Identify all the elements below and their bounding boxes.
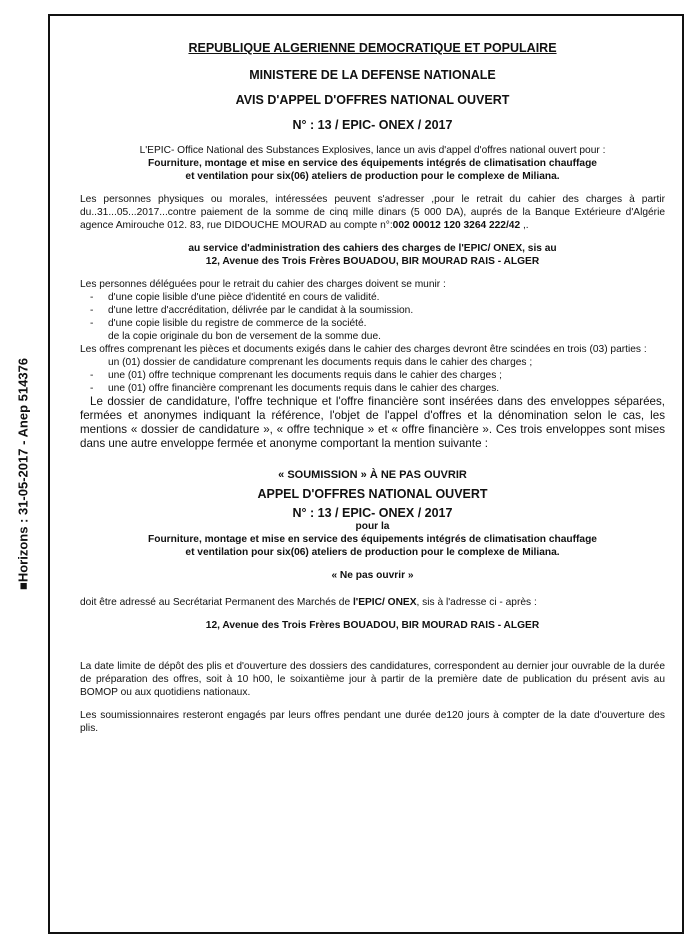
soumission-mention: « SOUMISSION » À NE PAS OUVRIR	[278, 469, 467, 481]
service-line-2: 12, Avenue des Trois Frères BOUADOU, BIR MOURAD RAIS - ALGER	[205, 256, 540, 267]
delegates-list	[80, 291, 665, 343]
delegates-intro: Les personnes déléguées pour le retrait du cahier des charges doivent se munir :	[80, 279, 446, 290]
list-item: - d'une lettre d'accréditation, délivrée par le candidat à la soumission.	[108, 304, 665, 317]
engagement-paragraph: Les soumissionnaires resteront engagés par leurs offres pendant une durée de120 jours à compter de la date d'ouverture des plis.	[80, 710, 665, 734]
publication-sidebar	[8, 14, 38, 934]
mention-subject-2: et ventilation pour six(06) ateliers de production pour le complexe de Miliana.	[185, 547, 560, 558]
document-body	[80, 42, 665, 735]
intro-subject-2: et ventilation pour six(06) ateliers de production pour le complexe de Miliana.	[185, 171, 560, 182]
ministry-title: MINISTERE DE LA DEFENSE NATIONALE	[249, 68, 496, 82]
intro-subject-1: Fourniture, montage et mise en service des équipements intégrés de climatisation chauffage	[148, 158, 597, 169]
publication-reference: ■Horizons : 31-05-2017 - Anep 514376	[15, 357, 31, 591]
notice-number: N° : 13 / EPIC- ONEX / 2017	[292, 118, 453, 132]
list-item: - une (01) offre financière comprenant les documents requis dans le cahier des charges.	[108, 382, 665, 395]
address-line-start: doit être adressé au Secrétariat Permanent des Marchés de	[80, 597, 353, 608]
ne-pas-ouvrir: « Ne pas ouvrir »	[331, 570, 414, 581]
service-line-1: au service d'administration des cahiers des charges de l'EPIC/ ONEX, sis au	[188, 243, 557, 254]
address-line-org: l'EPIC/ ONEX	[352, 597, 417, 608]
address-line-end: , sis à l'adresse ci - après :	[416, 597, 537, 608]
republic-title: REPUBLIQUE ALGERIENNE DEMOCRATIQUE ET POPULAIRE	[188, 41, 557, 55]
address-street: 12, Avenue des Trois Frères BOUADOU, BIR MOURAD RAIS - ALGER	[205, 620, 540, 631]
mention-number: N° : 13 / EPIC- ONEX / 2017	[292, 506, 453, 520]
mention-subject-1: Fourniture, montage et mise en service des équipements intégrés de climatisation chauffage	[148, 534, 597, 545]
list-item: de la copie originale du bon de versement de la somme due.	[108, 331, 381, 342]
deadline-paragraph: La date limite de dépôt des plis et d'ouverture des dossiers des candidatures, correspondent au dernier jour ouvrable de la durée de préparation des offres, soit à 10 h00, le soixantième jour à partir de la première date de publication du présent avis au BOMOP ou aux quotidiens nationaux.	[80, 661, 665, 698]
offers-intro: Les offres comprenant les pièces et documents exigés dans le cahier des charges devront être scindées en trois (03) parties :	[80, 344, 647, 355]
notice-title: AVIS D'APPEL D'OFFRES NATIONAL OUVERT	[235, 93, 510, 107]
mention-pour: pour la	[355, 521, 390, 532]
list-item: - d'une copie lisible d'une pièce d'identité en cours de validité.	[108, 291, 665, 304]
list-item: - d'une copie lisible du registre de commerce de la société.	[108, 317, 665, 330]
retrait-text: Les personnes physiques ou morales, intéressées peuvent s'adresser ,pour le retrait du cahier des charges à partir du..31...05...2017...contre paiement de la somme de cinq mille dinars (5 000 DA), auprés de la Banque Extérieure d'Algérie agence Amirouche 012. 83, rue DIDOUCHE MOURAD au compte n°:	[80, 194, 665, 231]
retrait-end: ,.	[520, 220, 529, 231]
list-item: - une (01) offre technique comprenant les documents requis dans le cahier des charges ;	[108, 369, 665, 382]
list-item: un (01) dossier de candidature comprenant les documents requis dans le cahier des charges ;	[108, 357, 533, 368]
offers-list	[80, 356, 665, 395]
bank-account: 002 00012 120 3264 222/42	[392, 220, 521, 231]
mention-title: APPEL D'OFFRES NATIONAL OUVERT	[257, 487, 488, 501]
retrait-paragraph	[80, 193, 665, 232]
intro-line: L'EPIC- Office National des Substances Explosives, lance un avis d'appel d'offres national ouvert pour :	[139, 145, 606, 156]
envelope-paragraph: Le dossier de candidature, l'offre technique et l'offre financière sont insérées dans des enveloppes séparées, fermées et anonymes indiquant la référence, l'objet de l'appel d'offres et la dénomination selon le cas, les mentions « dossier de candidature », « offre technique » et « offre financière ». Ces trois enveloppes sont mises dans une autre enveloppe fermée et anonyme comportant la mention suivante :	[80, 395, 665, 450]
address-line	[80, 596, 665, 609]
